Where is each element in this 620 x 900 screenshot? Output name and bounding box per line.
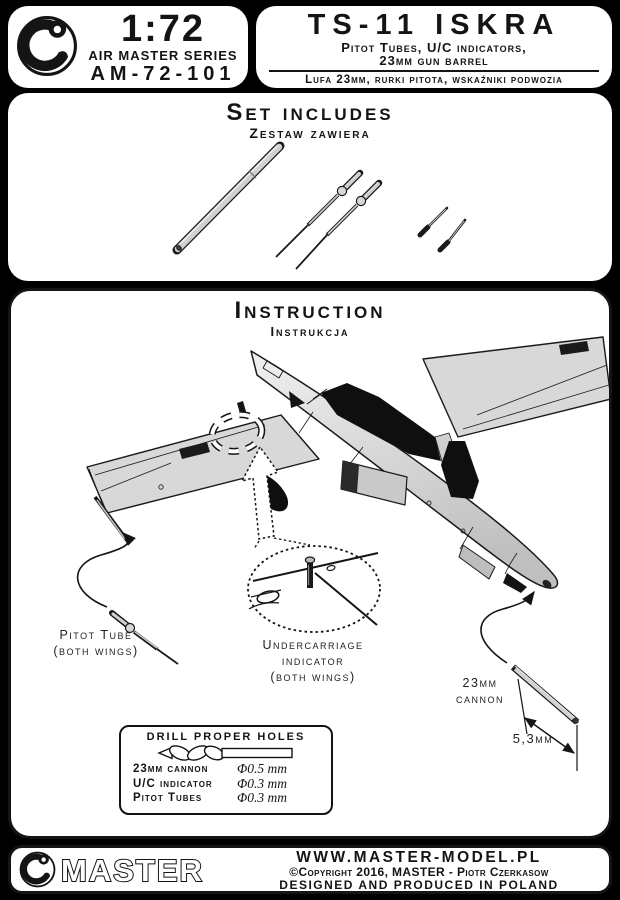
uc-indicator-part [440,220,465,250]
pitot-callout-arrow [78,533,128,607]
drill-item: Pitot Tubes [133,792,203,804]
pitot-label-line1: Pitot Tube [59,628,133,642]
cannon-label [435,675,525,707]
set-includes-heading [8,100,612,141]
undercarriage-label-line2: indicator [281,654,345,668]
drill-table-row [133,762,321,777]
website-url: WWW.MASTER-MODEL.PL [296,849,542,866]
pitot-label [31,627,161,659]
product-subtitle-en-2: 23mm gun barrel [379,53,489,68]
drill-table-row [133,791,321,806]
drill-table-row [133,777,321,792]
drill-diameter: Φ0.3 mm [237,775,288,791]
footer-text-block [235,850,603,892]
drill-box-title: DRILL PROPER HOLES [146,731,306,743]
cannon-dimension-label: 5,3mm [512,731,554,746]
uc-indicator-part [420,208,447,235]
drill-diameter: Φ0.5 mm [237,761,288,776]
instruction-panel [8,288,612,839]
drill-table [121,762,331,806]
cannon-label-line2: cannon [455,692,504,706]
instruction-subtitle-pl: Instrukcja [270,324,350,339]
cannon-label-line1: 23mm [462,676,498,690]
undercarriage-label-line3: (both wings) [270,670,356,684]
product-code: AM-72-101 [90,63,236,85]
drill-diameter: Φ0.3 mm [237,790,288,805]
master-wordmark [59,852,235,890]
title-divider [269,70,599,72]
undercarriage-label-line1: Undercarriage [262,638,364,652]
drill-item: U/C indicator [133,777,213,790]
set-includes-subtitle-pl: Zestaw zawiera [249,125,371,141]
uc-indicator-magnified-detail [248,546,380,632]
set-includes-title: Set includes [226,99,394,126]
origin-line: DESIGNED AND PRODUCED IN POLAND [279,878,559,892]
footer-panel [8,845,612,894]
23mm-gun-barrel-part [175,146,280,252]
master-logo-icon [19,851,56,888]
drill-holes-box [119,725,333,815]
undercarriage-label [233,637,393,685]
set-includes-panel [8,93,612,281]
product-name: TS-11 ISKRA [307,9,561,41]
instruction-heading [11,298,609,339]
master-wordmark-text: MASTER [61,853,204,888]
product-subtitle-en-1: Pitot Tubes, U/C indicators, [341,40,527,55]
instruction-title: Instruction [234,297,386,324]
series-label: AIR MASTER SERIES [88,48,238,63]
brand-panel [8,6,248,88]
product-subtitle-pl: Lufa 23mm, rurki pitota, wskaźniki podwozia [305,74,563,86]
master-logo-icon [16,15,78,77]
drill-bit-icon [156,744,296,762]
cannon-callout-arrow [481,592,534,663]
scale-label: 1:72 [120,8,206,50]
brand-text-block [82,10,244,85]
pitot-label-line2: (both wings) [53,644,139,658]
drill-item: 23mm cannon [133,763,209,775]
product-title-panel [256,6,612,88]
copyright-line: ©Copyright 2016, MASTER - Piotr Czerkasow [289,865,549,879]
